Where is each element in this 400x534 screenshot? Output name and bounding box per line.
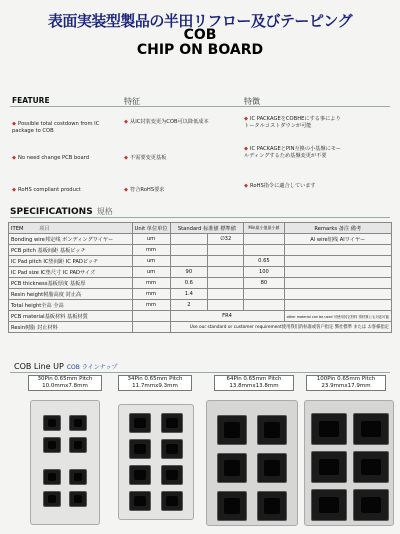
table-row: PCB pitch 基板间距 基板ピッチ mm — [9, 245, 392, 256]
spec-header-unit: Unit 单位单位 — [132, 223, 170, 234]
bullet-icon: ◆ — [244, 146, 248, 152]
lineup-divider — [10, 372, 390, 373]
cob-chip — [217, 491, 247, 521]
page-title-cob: COB — [183, 27, 217, 43]
bullet-icon: ◆ — [12, 155, 16, 161]
cob-chip — [311, 489, 347, 521]
feature-row-1-jp: ◆ IC PACKAGEをCOBHEにする事によりトータルコストダウンが可能 — [244, 116, 341, 129]
package-label-30pin: 30Pin 0.65mm Pitch 10.0mmx7.8mm — [28, 375, 102, 391]
cob-chip — [69, 491, 87, 507]
cob-chip — [311, 451, 347, 483]
spec-heading: SPECIFICATIONS 規格 — [10, 207, 113, 217]
cob-chip — [69, 469, 87, 485]
package-label-100pin: 100Pin 0.65mm Pitch 23.9mmx17.9mm — [306, 375, 386, 391]
spec-divider — [10, 217, 390, 218]
cob-board-100pin — [304, 400, 394, 526]
bullet-icon: ◆ — [12, 121, 16, 127]
cob-chip — [43, 437, 61, 453]
table-row: Bonding wire邦定线 ボンディングワイヤー um ∅32 Al wire铝线 Alワイヤー — [9, 234, 392, 245]
feature-row-3-en: ◆ RoHS compliant product — [12, 187, 81, 193]
spec-table — [8, 222, 392, 333]
feature-row-1-cn: ◆ 从IC封装变更为COB可以降低成本 — [124, 119, 209, 125]
cob-chip — [43, 469, 61, 485]
spec-header-item: ITEM 项目 — [9, 223, 133, 234]
package-label-34pin: 34Pin 0.65mm Pitch 11.7mmx9.3mm — [118, 375, 192, 391]
spec-header-row — [9, 223, 392, 234]
spec-header-standard: Standard 标准値 標準値 — [170, 223, 244, 234]
feature-divider — [10, 106, 390, 107]
feature-row-2-en: ◆ No need change PCB board — [12, 155, 89, 161]
cob-chip — [257, 415, 287, 445]
feature-row-1-en: ◆ Possible total costdown from IC package to COB — [12, 121, 100, 134]
package-label-64pin: 64Pin 0.65mm Pitch 13.8mmx13.8mm — [214, 375, 294, 391]
table-row: Resin height树脂高度 封止高 mm 1.4 — [9, 289, 392, 300]
bullet-icon: ◆ — [244, 183, 248, 189]
cob-board-64pin — [206, 400, 298, 526]
feature-heading-en: FEATURE — [12, 96, 50, 105]
bullet-icon: ◆ — [124, 155, 128, 161]
table-row: Total height全高 全高 mm 2 — [9, 300, 392, 311]
cob-chip — [257, 491, 287, 521]
cob-chip — [217, 415, 247, 445]
cob-chip — [43, 415, 61, 431]
cob-board-34pin — [118, 404, 194, 520]
page-title-en: CHIP ON BOARD — [136, 42, 264, 58]
cob-chip — [353, 489, 389, 521]
feature-row-2-cn: ◆ 不需要变更基板 — [124, 155, 167, 161]
table-row: IC Pad size IC垫尺寸 IC PADサイズ um 90 100 — [9, 267, 392, 278]
feature-row-3-cn: ◆ 符合RoHS要求 — [124, 187, 165, 193]
bullet-icon: ◆ — [244, 116, 248, 122]
cob-chip — [129, 491, 151, 511]
cob-chip — [353, 451, 389, 483]
cob-chip — [161, 465, 183, 485]
bullet-icon: ◆ — [12, 187, 16, 193]
cob-chip — [69, 437, 87, 453]
cob-chip — [43, 491, 61, 507]
cob-chip — [161, 413, 183, 433]
cob-chip — [161, 491, 183, 511]
cob-chip — [311, 413, 347, 445]
table-row: IC Pad pitch IC垫间距 IC PADピッチ um 0.65 — [9, 256, 392, 267]
feature-heading-cn: 特征 — [124, 97, 140, 106]
feature-heading-jp: 特徴 — [244, 97, 260, 106]
cob-chip — [161, 439, 183, 459]
cob-chip — [217, 453, 247, 483]
feature-row-2-jp: ◆ IC PACKAGEとPIN互換の小基盤にモールディングするため基盤変更が不要 — [244, 146, 341, 159]
bullet-icon: ◆ — [124, 119, 128, 125]
cob-chip — [69, 415, 87, 431]
page-title-jp: 表面実装型製品の半田リフロー及びテーピング — [47, 12, 353, 30]
cob-board-30pin — [30, 400, 100, 525]
table-row: Resin树脂 封止材料 Use our standard or customer requirement使用我们的标准或客户指定 弊社標準 または お客様指定 — [9, 322, 392, 333]
feature-row-3-jp: ◆ RoHS指令に適合しています — [244, 183, 316, 189]
table-row: PCB material基板材料 基板材質 FR4 other material can be used 可使用其它材料 別材質にも対応可能 — [9, 311, 392, 322]
lineup-heading: COB Line UP COB ラインナップ — [14, 362, 118, 371]
cob-chip — [257, 453, 287, 483]
spec-header-min: Min最小值最小値 — [244, 223, 284, 234]
bullet-icon: ◆ — [124, 187, 128, 193]
table-row: PCB thickness基板厚度 基板厚 mm 0.6 80 — [9, 278, 392, 289]
cob-chip — [353, 413, 389, 445]
cob-chip — [129, 439, 151, 459]
cob-chip — [129, 413, 151, 433]
spec-header-remarks: Remarks 备注 備考 — [284, 223, 391, 234]
cob-chip — [129, 465, 151, 485]
